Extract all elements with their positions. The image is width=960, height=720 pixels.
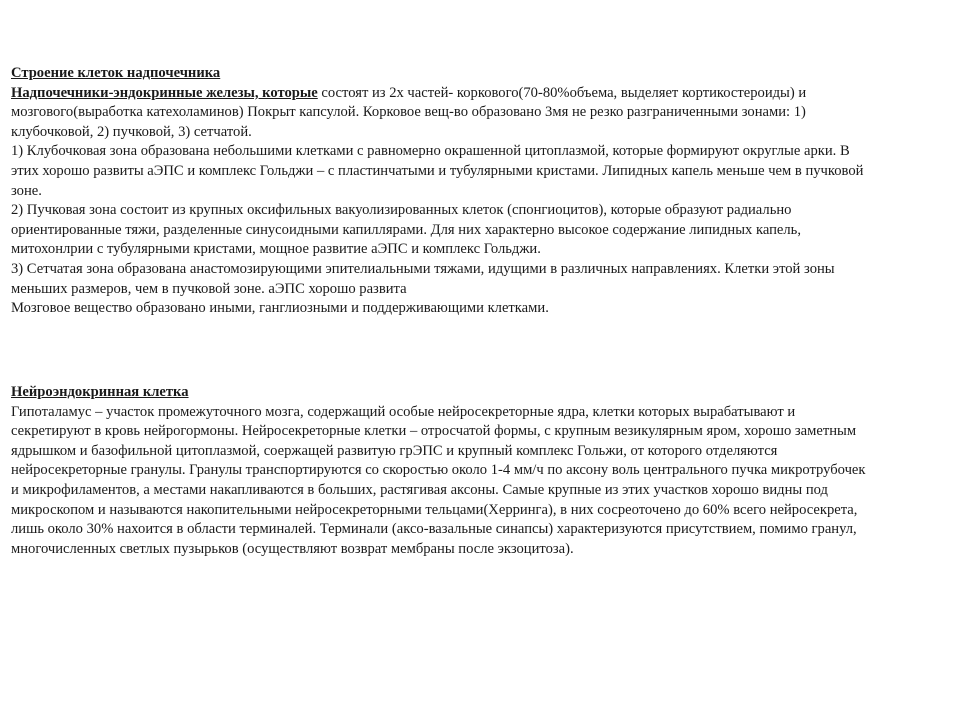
text-line: секретируют в кровь нейрогормоны. Нейросекреторные клетки – отросчатой формы, с крупным везикулярным яром, хорошо заметным [11,423,857,440]
text-line: этих хорошо развиты аЭПС и комплекс Гольджи – с пластинчатыми и тубулярными кристами. Липидных капель меньше чем в пучковой [11,162,864,179]
text-line: 1) Клубочковая зона образована небольшими клетками с равномерно окрашенной цитоплазмой, которые формируют округлые арки. В [11,143,850,160]
section-adrenal-cells [11,64,949,319]
text-line: Гипоталамус – участок промежуточного мозга, содержащий особые нейросекреторные ядра, клетки которых вырабатывают и [11,403,796,420]
section-neuroendocrine-cell [11,383,949,559]
intro-lead: Надпочечники-эндокринные железы, которые [11,84,318,101]
text-line: 2) Пучковая зона состоит из крупных оксифильных вакуолизированных клеток (спонгиоцитов), которые образуют радиально [11,202,792,219]
text-line: ориентированные тяжи, разделенные синусоидными капиллярами. Для них характерно высокое содержание липидных капель, [11,221,801,238]
text-line: зоне. [11,182,42,199]
section-title: Нейроэндокринная клетка [11,384,189,400]
text-line: нейросекреторные гранулы. Гранулы транспортируются со скоростью около 1-4 мм/ч по аксону воль центрального пучка микротрубочек [11,462,866,479]
intro-rest: состоят из 2х частей- коркового(70-80%объема, выделяет кортикостероиды) и [317,84,807,101]
text-line: многочисленных светлых пузырьков (осуществляют возврат мембраны после экзоцитоза). [11,540,574,557]
text-line: лишь около 30% нахоится в области терминалей. Терминали (аксо-вазальные синапсы) характеризуются присутствием, помимо гранул, [11,521,857,538]
text-line: клубочковой, 2) пучковой, 3) сетчатой. [11,123,252,140]
intro-line [11,84,949,104]
section-title: Строение клеток надпочечника [11,65,221,81]
text-line: и микрофиламентов, а местами накапливаются в больших, растягивая аксоны. Самые крупные из этих участков хорошо видны под [11,481,828,498]
text-line: меньших размеров, чем в пучковой зоне. аЭПС хорошо развита [11,280,407,297]
text-line: ядрышком и базофильной цитоплазмой, соержащей развитую грЭПС и крупный комплекс Гольжи, от которого отделяются [11,442,778,459]
text-line: микроскопом и называются накопительными нейросекреторными тельцами(Херринга), в них сосреоточено до 60% всего нейросекрета, [11,501,858,518]
text-line: Мозговое вещество образовано иными, ганглиозными и поддерживающими клетками. [11,300,549,317]
text-line: 3) Сетчатая зона образована анастомозирующими эпителиальными тяжами, идущими в различных направлениях. Клетки этой зоны [11,260,835,277]
text-line: мозгового(выработка катехоламинов) Покрыт капсулой. Корковое вещ-во образовано 3мя не резко разграниченными зонами: 1) [11,104,806,121]
text-line: митохонлрии с тубулярными кристами, мощное развитие аЭПС и комплекс Гольджи. [11,241,541,258]
